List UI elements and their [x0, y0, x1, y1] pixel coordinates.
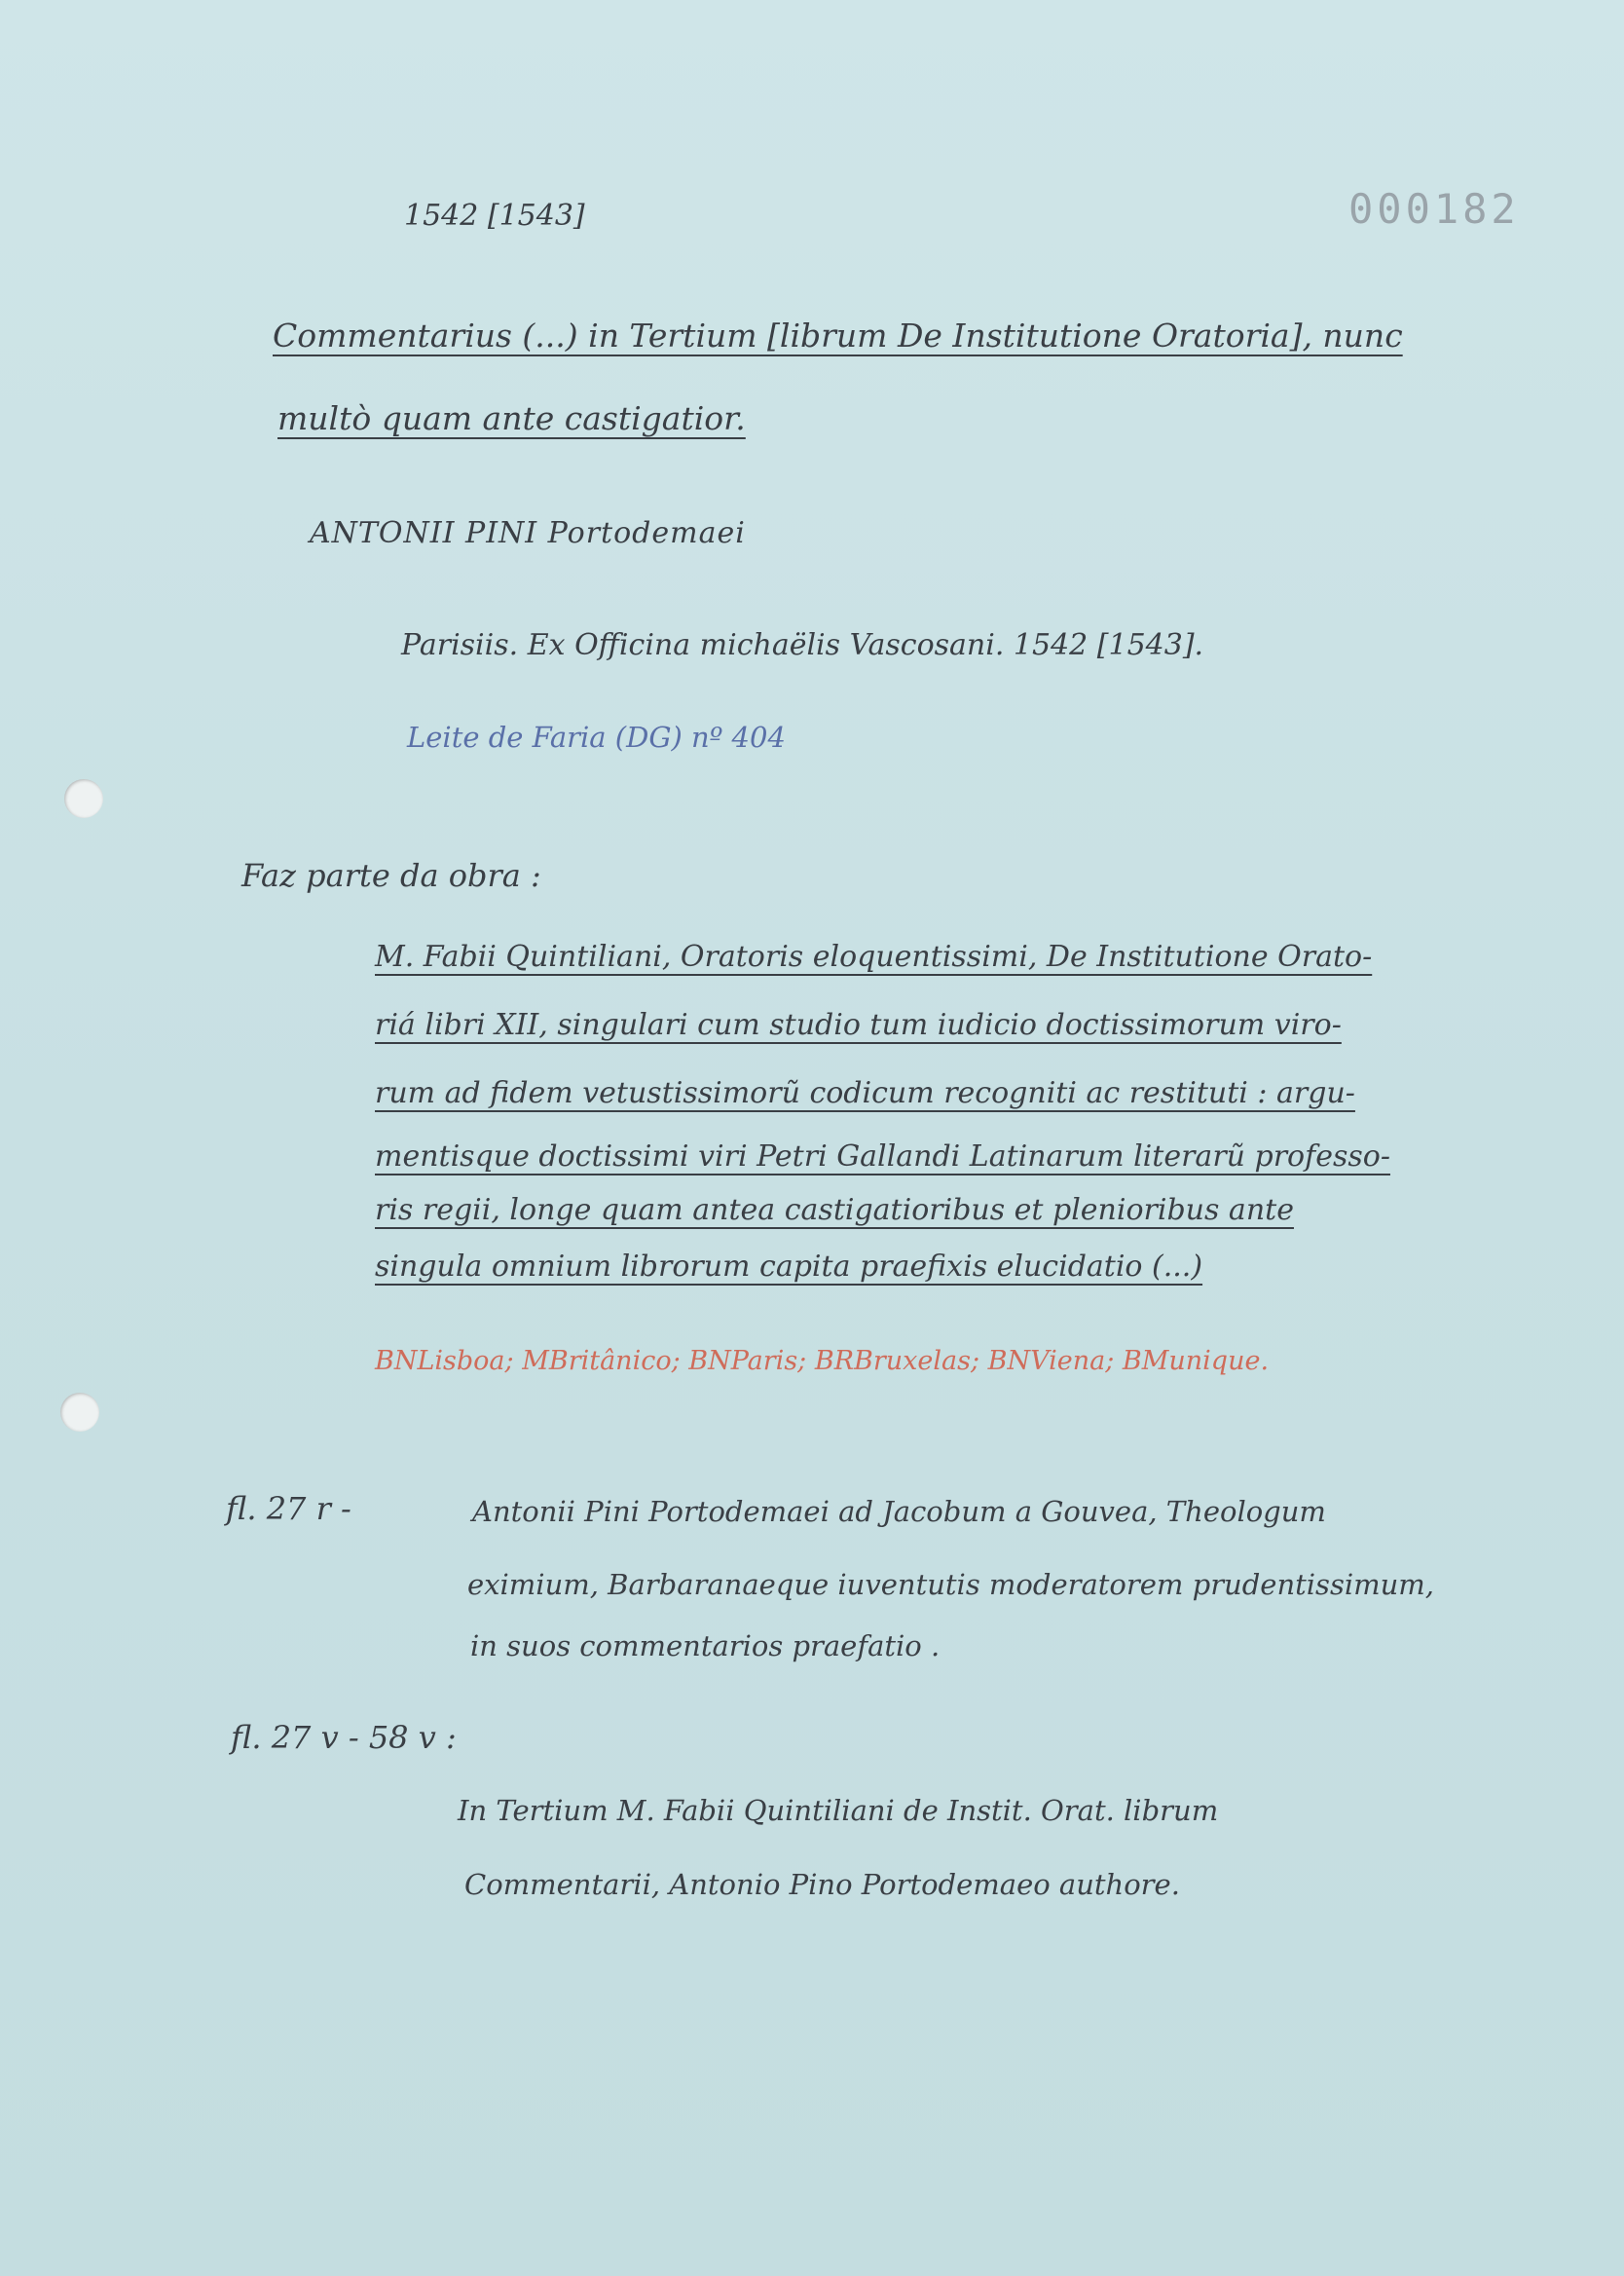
folio-1-line-1: Antonii Pini Portodemaei ad Jacobum a Gouvea, Theologum: [472, 1495, 1326, 1528]
imprint: Parisiis. Ex Officina michaëlis Vascosani. 1542 [1543].: [401, 628, 1204, 662]
part-of-label: Faz parte da obra :: [241, 857, 541, 894]
part-of-line-5: ris regii, longe quam antea castigatioribus et plenioribus ante: [375, 1193, 1294, 1227]
part-of-line-1: M. Fabii Quintiliani, Oratoris eloquentissimi, De Institutione Orato-: [375, 940, 1373, 974]
part-of-line-6: singula omnium librorum capita praefixis elucidatio (...): [375, 1250, 1203, 1284]
folio-1-line-3: in suos commentarios praefatio .: [470, 1629, 941, 1662]
part-of-line-4: mentisque doctissimi viri Petri Gallandi Latinarum literarũ professo-: [375, 1139, 1390, 1174]
folio-label-1: fl. 27 r -: [226, 1490, 351, 1527]
part-of-line-3: rum ad fidem vetustissimorũ codicum recogniti ac restituti : argu-: [375, 1076, 1355, 1110]
holding-libraries: BNLisboa; MBritânico; BNParis; BRBruxelas; BNViena; BMunique.: [375, 1346, 1270, 1376]
publication-date: 1542 [1543]: [404, 199, 585, 233]
punch-hole-top: [64, 779, 103, 818]
title-line-1: Commentarius (...) in Tertium [librum De Institutione Oratoria], nunc: [273, 317, 1403, 354]
record-number-stamp: 000182: [1348, 185, 1520, 233]
folio-2-line-2: Commentarii, Antonio Pino Portodemaeo authore.: [464, 1868, 1180, 1901]
title-line-2: multò quam ante castigatior.: [277, 399, 746, 437]
part-of-line-2: riá libri XII, singulari cum studio tum iudicio doctissimorum viro-: [375, 1008, 1342, 1042]
bibliographic-reference: Leite de Faria (DG) nº 404: [407, 721, 786, 754]
folio-label-2: fl. 27 v - 58 v :: [231, 1719, 457, 1756]
folio-2-line-1: In Tertium M. Fabii Quintiliani de Instit. Orat. librum: [458, 1794, 1219, 1827]
folio-1-line-2: eximium, Barbaranaeque iuventutis moderatorem prudentissimum,: [467, 1568, 1434, 1601]
punch-hole-bottom: [60, 1393, 99, 1432]
author-name: ANTONII PINI Portodemaei: [310, 516, 746, 550]
